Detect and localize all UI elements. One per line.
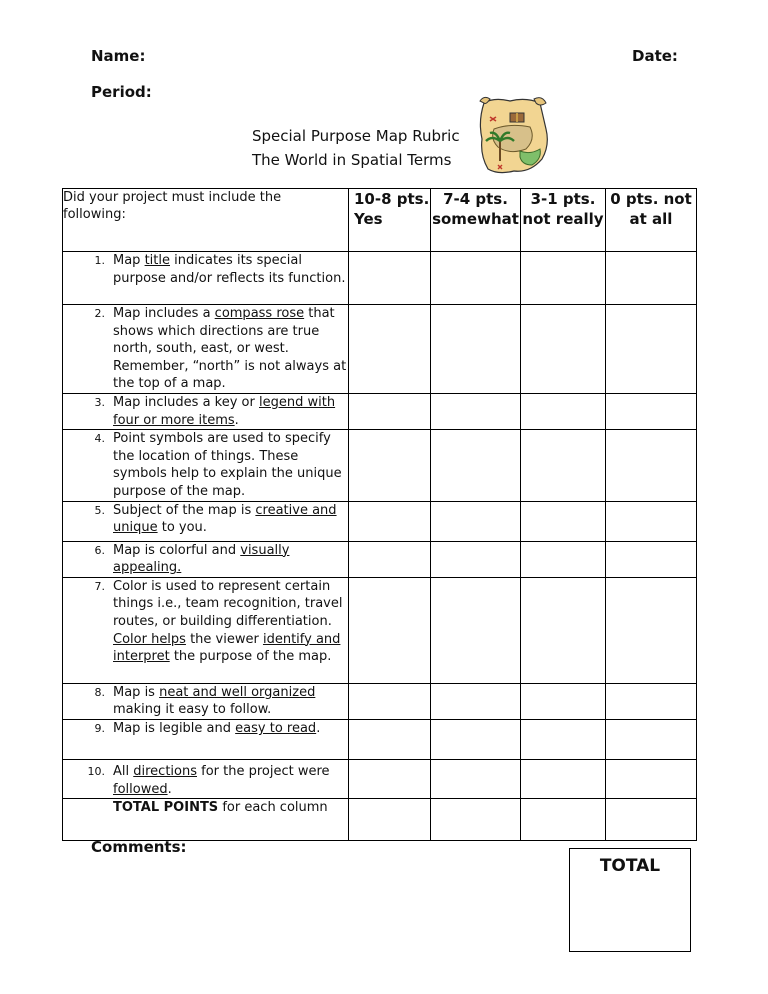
title-line-2: The World in Spatial Terms <box>252 151 452 169</box>
criteria-number: 4. <box>94 432 105 446</box>
underlined-text: visually appealing. <box>113 542 290 576</box>
text-segment: Map is legible and <box>113 720 236 736</box>
text-segment: Color is used to represent certain things i.e., team recognition, travel routes, or building differentiation. <box>113 578 343 629</box>
score-cell[interactable] <box>521 719 606 759</box>
table-row <box>63 759 697 798</box>
underlined-text: easy to read <box>235 720 317 736</box>
header-row <box>63 189 697 252</box>
criteria-text <box>113 684 348 719</box>
table-row <box>63 683 697 719</box>
criteria-number: 7. <box>94 579 105 593</box>
criteria-cell <box>63 501 349 541</box>
criteria-text <box>113 578 348 666</box>
text-segment: All <box>113 763 134 779</box>
score-cell[interactable] <box>431 305 521 394</box>
table-row <box>63 252 697 305</box>
criteria-item <box>63 542 348 577</box>
criteria-text <box>113 763 348 798</box>
score-cell[interactable] <box>349 577 431 683</box>
text-segment: to you. <box>157 520 207 536</box>
score-cell[interactable] <box>431 430 521 501</box>
criteria-text <box>113 252 348 287</box>
table-row <box>63 430 697 501</box>
criteria-item <box>63 430 348 500</box>
criteria-item <box>63 578 348 666</box>
column-header-somewhat: 7-4 pts. somewhat <box>431 189 521 252</box>
score-cell[interactable] <box>431 541 521 577</box>
score-cell[interactable] <box>349 501 431 541</box>
score-cell[interactable] <box>521 759 606 798</box>
score-cell[interactable] <box>349 719 431 759</box>
total-points-cell <box>63 799 349 841</box>
table-row <box>63 501 697 541</box>
score-cell[interactable] <box>606 577 697 683</box>
score-cell[interactable] <box>606 759 697 798</box>
criteria-item <box>63 502 348 537</box>
underlined-text: creative and unique <box>113 502 337 536</box>
score-cell[interactable] <box>606 305 697 394</box>
text-segment: Subject of the map is <box>113 502 256 518</box>
score-cell[interactable] <box>521 501 606 541</box>
underlined-text: directions <box>133 763 197 779</box>
treasure-map-icon <box>470 95 552 179</box>
text-segment: Point symbols are used to specify the location of things. These symbols help to explain the unique purpose of the map. <box>113 431 342 499</box>
text-segment: Map includes a key or <box>113 395 259 410</box>
total-points-text <box>113 799 348 817</box>
text-segment: making it easy to follow. <box>113 702 272 718</box>
score-cell[interactable] <box>521 683 606 719</box>
score-cell[interactable] <box>349 305 431 394</box>
score-cell[interactable] <box>431 759 521 798</box>
criteria-text <box>113 394 348 429</box>
criteria-item <box>63 684 348 719</box>
score-cell[interactable] <box>606 719 697 759</box>
score-cell[interactable] <box>431 577 521 683</box>
total-points-bold: TOTAL POINTS <box>113 800 219 816</box>
criteria-item <box>63 394 348 429</box>
criteria-text <box>113 542 348 577</box>
criteria-cell <box>63 394 349 430</box>
score-cell[interactable] <box>431 501 521 541</box>
text-segment: . <box>316 720 321 736</box>
criteria-number: 8. <box>94 685 105 699</box>
score-cell[interactable] <box>606 683 697 719</box>
score-cell[interactable] <box>606 394 697 430</box>
criteria-cell <box>63 430 349 501</box>
criteria-cell <box>63 577 349 683</box>
table-row <box>63 577 697 683</box>
criteria-number: 3. <box>94 396 105 409</box>
date-label: Date: <box>632 47 678 65</box>
criteria-item <box>63 720 348 738</box>
criteria-cell <box>63 541 349 577</box>
comments-label: Comments: <box>91 838 187 856</box>
criteria-cell <box>63 683 349 719</box>
criteria-text <box>113 305 348 393</box>
score-cell[interactable] <box>521 394 606 430</box>
criteria-cell <box>63 252 349 305</box>
criteria-text <box>113 502 348 537</box>
score-cell[interactable] <box>521 430 606 501</box>
score-cell[interactable] <box>521 305 606 394</box>
text-segment: . <box>234 412 239 428</box>
text-segment: Map includes a <box>113 306 215 321</box>
total-score-cell[interactable] <box>521 799 606 841</box>
total-points-item <box>63 799 348 817</box>
criteria-header: Did your project must include the following: <box>63 189 349 252</box>
table-row <box>63 305 697 394</box>
criteria-cell <box>63 305 349 394</box>
score-cell[interactable] <box>431 394 521 430</box>
underlined-text: legend with four or more items <box>113 395 336 428</box>
underlined-text: compass rose <box>214 306 305 321</box>
criteria-text <box>113 720 348 738</box>
text-segment: the purpose of the map. <box>169 649 332 665</box>
underlined-text: identify and interpret <box>113 631 341 665</box>
criteria-text <box>113 430 348 500</box>
text-segment: indicates its special purpose and/or reflects its function. <box>113 253 346 286</box>
column-header-not-at-all: 0 pts. not at all <box>606 189 697 252</box>
text-segment: Map <box>113 253 145 268</box>
score-cell[interactable] <box>349 759 431 798</box>
score-cell[interactable] <box>606 541 697 577</box>
table-row <box>63 719 697 759</box>
total-box-label: TOTAL <box>599 856 661 876</box>
score-cell[interactable] <box>349 683 431 719</box>
score-cell[interactable] <box>431 252 521 305</box>
score-cell[interactable] <box>521 541 606 577</box>
total-score-cell[interactable] <box>431 799 521 841</box>
total-points-rest: for each column <box>218 800 328 816</box>
total-score-cell[interactable] <box>606 799 697 841</box>
spacer <box>63 799 113 817</box>
score-cell[interactable] <box>606 501 697 541</box>
text-segment: the viewer <box>185 631 263 647</box>
total-score-cell[interactable] <box>349 799 431 841</box>
criteria-cell <box>63 719 349 759</box>
score-cell[interactable] <box>349 541 431 577</box>
period-label: Period: <box>91 83 152 101</box>
underlined-text: Color helps <box>113 631 186 647</box>
score-cell[interactable] <box>349 430 431 501</box>
text-segment: Map is colorful and <box>113 542 241 558</box>
criteria-number: 1. <box>94 254 105 267</box>
score-cell[interactable] <box>431 719 521 759</box>
column-header-not-really: 3-1 pts. not really <box>521 189 606 252</box>
score-cell[interactable] <box>431 683 521 719</box>
page-title <box>252 124 460 172</box>
criteria-item <box>63 763 348 798</box>
text-segment: for the project were <box>197 763 330 779</box>
score-cell[interactable] <box>606 430 697 501</box>
criteria-cell <box>63 759 349 798</box>
criteria-number: 10. <box>87 764 105 778</box>
name-label: Name: <box>91 47 146 65</box>
criteria-item <box>63 305 348 393</box>
column-header-yes: 10-8 pts. Yes <box>349 189 431 252</box>
table-row <box>63 541 697 577</box>
criteria-number: 2. <box>94 307 105 320</box>
criteria-number: 9. <box>94 721 105 735</box>
underlined-text: followed <box>113 781 168 797</box>
text-segment: Map is <box>113 684 160 700</box>
text-segment: that shows which directions are true north, south, east, or west. Remember, “north” is not always at the top of a map. <box>113 306 347 392</box>
criteria-number: 6. <box>94 543 105 557</box>
rubric-table <box>62 188 697 841</box>
score-cell[interactable] <box>521 577 606 683</box>
text-segment: . <box>167 781 172 797</box>
table-row <box>63 394 697 430</box>
score-cell[interactable] <box>349 252 431 305</box>
underlined-text: neat and well organized <box>159 684 316 700</box>
underlined-text: title <box>144 253 170 268</box>
total-box <box>569 848 691 952</box>
score-cell[interactable] <box>606 252 697 305</box>
title-line-1: Special Purpose Map Rubric <box>252 127 460 145</box>
criteria-number: 5. <box>94 503 105 517</box>
score-cell[interactable] <box>521 252 606 305</box>
total-points-row <box>63 799 697 841</box>
criteria-item <box>63 252 348 287</box>
score-cell[interactable] <box>349 394 431 430</box>
